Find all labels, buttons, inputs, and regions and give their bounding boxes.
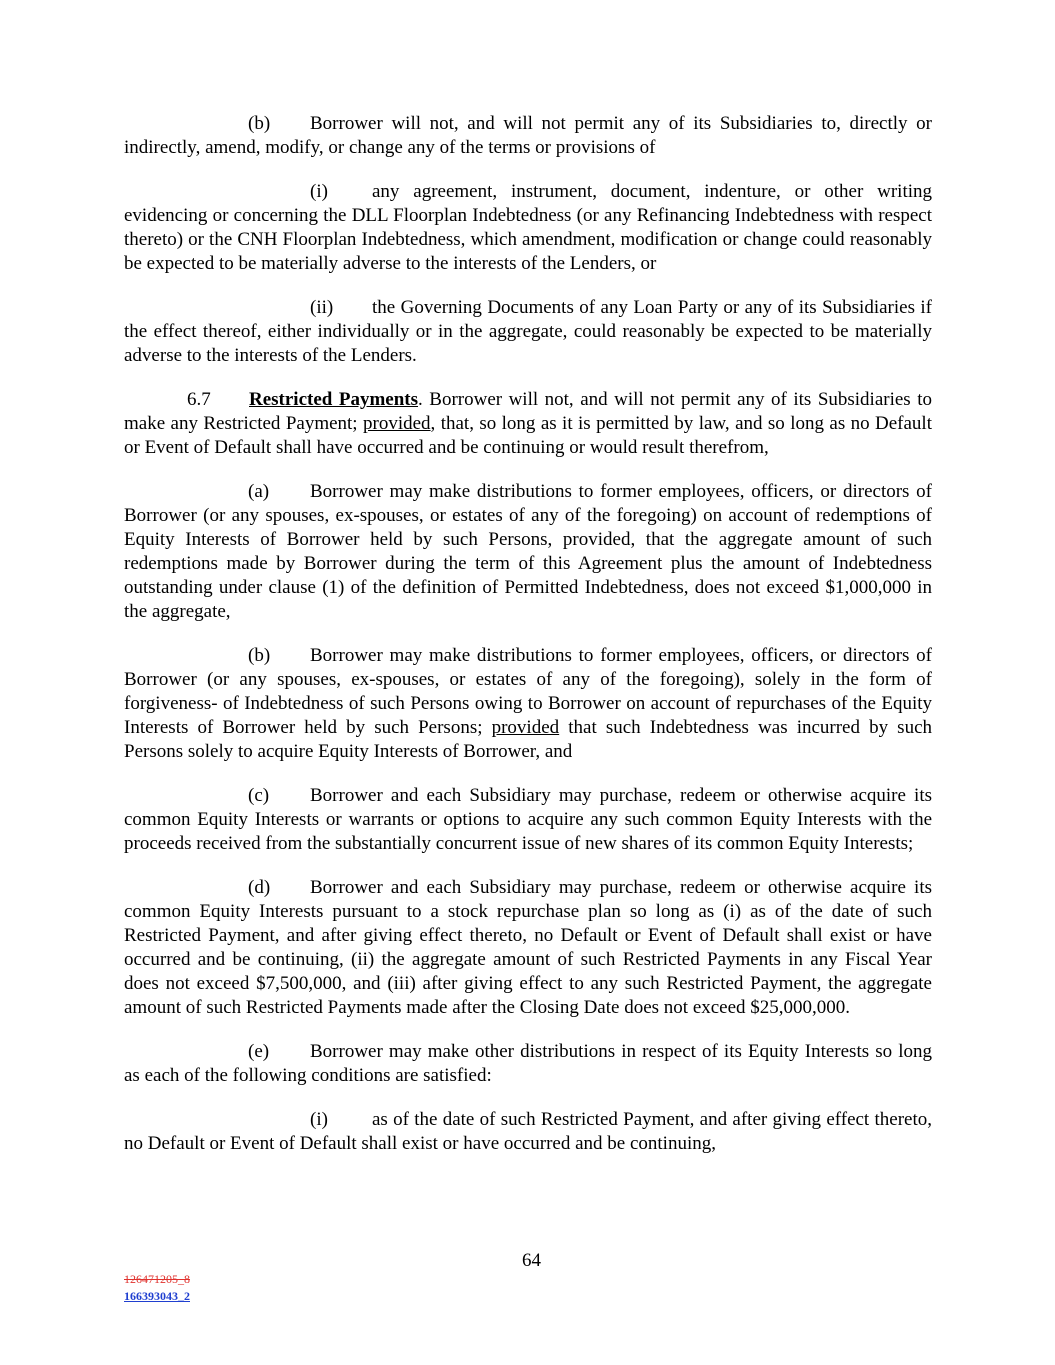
section-text-cont: , that, so long as it is permitted by law, and so long as no Default or Event of Default shall have occurred and be continuing or would result therefrom, [124, 413, 932, 458]
deleted-document-id: 126471205_8 [124, 1272, 190, 1286]
document-page [124, 112, 932, 1176]
clause-label: (b) [248, 645, 271, 666]
clause-text: as of the date of such Restricted Payment, and after giving effect thereto, no Default or Event of Default shall exist or have occurred and be continuing, [124, 1109, 932, 1154]
section-text: . Borrower will not, and will not permit any of its Subsidiaries to make any Restricted Payment; [124, 389, 932, 434]
inserted-document-id: 166393043_2 [124, 1289, 190, 1303]
clause-text: the Governing Documents of any Loan Party or any of its Subsidiaries if the effect thereof, either individually or in the aggregate, could reasonably be expected to be materially adverse to the interests of the Lenders. [124, 297, 932, 366]
section-heading: Restricted Payments [249, 389, 419, 410]
clause-text: Borrower will not, and will not permit any of its Subsidiaries to, directly or indirectly, amend, modify, or change any of the terms or provisions of [124, 113, 932, 158]
clause-text: any agreement, instrument, document, indenture, or other writing evidencing or concerning the DLL Floorplan Indebtedness (or any Refinancing Indebtedness with respect thereto) or the CNH Floorplan Indebtedness, which amendment, modification or change could reasonably be expected to be materially adverse to the interests of the Lenders, or [124, 181, 932, 274]
clause-text: Borrower may make distributions to former employees, officers, or directors of Borrower (or any spouses, ex-spouses, or estates of any of the foregoing) on account of redemptions of Equity Interests of Borrower held by such Persons, provided, that the aggregate amount of such redemptions made by Borrower during the term of this Agreement plus the amount of Indebtedness outstanding under clause (1) of the definition of Permitted Indebtedness, does not exceed $1,000,000 in the aggregate, [124, 481, 932, 622]
clause-i-agreements [124, 180, 932, 276]
clause-b-amendments [124, 112, 932, 160]
clause-c-repurchase [124, 784, 932, 856]
provided-term: provided [491, 717, 560, 738]
section-6-7-restricted-payments [124, 388, 932, 460]
clause-label: (ii) [310, 297, 334, 318]
clause-b-forgiveness [124, 644, 932, 764]
page-number: 64 [522, 1250, 541, 1271]
clause-text: Borrower and each Subsidiary may purchase, redeem or otherwise acquire its common Equity Interests or warrants or options to acquire any such common Equity Interests with the proceeds received from the substantially concurrent issue of new shares of its common Equity Interests; [124, 785, 932, 854]
clause-e-other-distributions [124, 1040, 932, 1088]
provided-term: provided [363, 413, 431, 434]
clause-text: Borrower and each Subsidiary may purchase, redeem or otherwise acquire its common Equity Interests pursuant to a stock repurchase plan so long as (i) as of the date of such Restricted Payment, and after giving effect thereto, no Default or Event of Default shall exist or have occurred and be continuing, (ii) the aggregate amount of such Restricted Payments in any Fiscal Year does not exceed $7,500,000, and (iii) after giving effect to any such Restricted Payment, the aggregate amount of such Restricted Payments made after the Closing Date does not exceed $25,000,000. [124, 877, 932, 1018]
section-number: 6.7 [187, 389, 211, 410]
clause-label: (e) [248, 1041, 270, 1062]
clause-label: (i) [310, 1109, 328, 1130]
clause-text: Borrower may make distributions to former employees, officers, or directors of Borrower (or any spouses, ex-spouses, or estates of any of the foregoing), solely in the form of forgiveness- of Indebtedness of such Persons owing to Borrower on account of repurchases of the Equity Interests of Borrower held by such Persons; [124, 645, 932, 738]
clause-text-cont: that such Indebtedness was incurred by such Persons solely to acquire Equity Interests of Borrower, and [124, 717, 933, 762]
clause-label: (c) [248, 785, 270, 806]
clause-label: (d) [248, 877, 271, 898]
clause-a-distributions [124, 480, 932, 624]
clause-i-conditions [124, 1108, 932, 1156]
clause-text: Borrower may make other distributions in respect of its Equity Interests so long as each of the following conditions are satisfied: [124, 1041, 932, 1086]
clause-label: (i) [310, 181, 328, 202]
clause-d-stock-repurchase-plan [124, 876, 932, 1020]
clause-label: (b) [248, 113, 271, 134]
clause-ii-governing-documents [124, 296, 932, 368]
clause-label: (a) [248, 481, 270, 502]
